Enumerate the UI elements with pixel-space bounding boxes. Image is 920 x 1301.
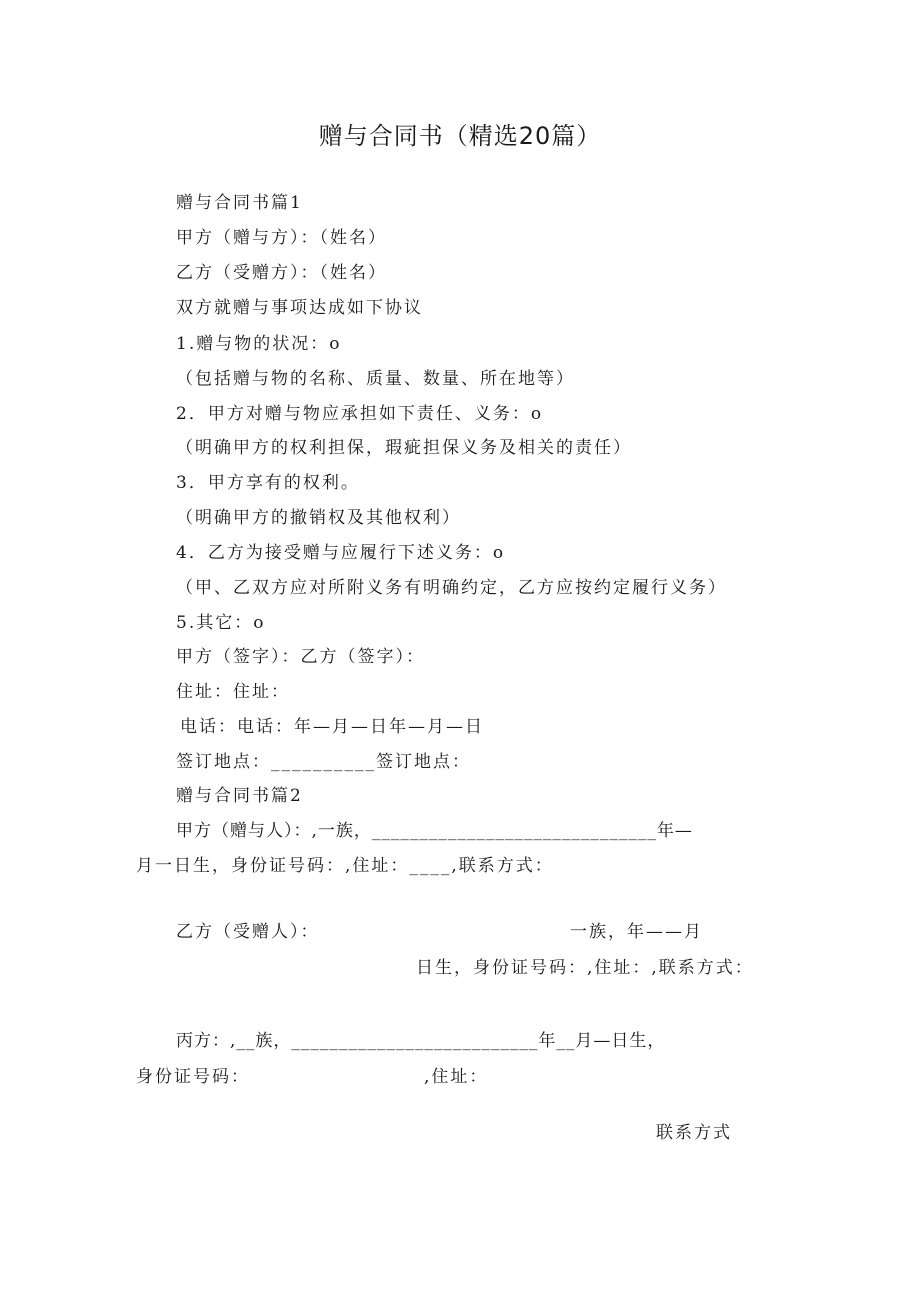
clause-2-note: （明确甲方的权利担保，瑕疵担保义务及相关的责任） (176, 438, 632, 458)
clause-2: 2．甲方对赠与物应承担如下责任、义务：o (176, 404, 544, 424)
phone-date-line: 电话：电话：年—月—日年—月—日 (180, 717, 484, 737)
contact-label: 联系方式 (656, 1123, 732, 1143)
address-line: 住址：住址： (176, 682, 290, 702)
clause-5: 5.其它：o (176, 613, 266, 633)
party-c-line: 丙方：,__族，__________________________年__月—日生， (176, 1031, 666, 1051)
clause-3-note: （明确甲方的撤销权及其他权利） (176, 508, 461, 528)
signature-line: 甲方（签字）：乙方（签字）： (176, 647, 425, 667)
party-b-donee-line-cont: 日生，身份证号码：,住址：,联系方式： (416, 958, 754, 978)
party-a-donor-line: 甲方（赠与人）：,一族，______________________________年— (176, 821, 693, 841)
party-a-line: 甲方（赠与方）：（姓名） (176, 228, 387, 248)
party-b-line: 乙方（受赠方）：（姓名） (176, 263, 387, 283)
clause-1-note: （包括赠与物的名称、质量、数量、所在地等） (176, 369, 575, 389)
agreement-intro: 双方就赠与事项达成如下协议 (176, 298, 423, 318)
clause-3: 3．甲方享有的权利。 (176, 473, 360, 493)
clause-4: 4．乙方为接受赠与应履行下述义务：o (176, 543, 506, 563)
clause-1: 1.赠与物的状况：o (176, 334, 342, 354)
document-title: 赠与合同书（精选20篇） (318, 122, 602, 150)
clause-4-note: （甲、乙双方应对所附义务有明确约定，乙方应按约定履行义务） (176, 578, 727, 598)
party-c-address-label: ,住址： (424, 1067, 489, 1087)
section-heading-2: 赠与合同书篇2 (176, 786, 303, 806)
signing-place-line: 签订地点：__________签订地点： (176, 752, 471, 772)
party-c-id-label: 身份证号码： (136, 1067, 250, 1087)
party-b-donee-label: 乙方（受赠人）： (176, 922, 320, 942)
party-b-donee-ethnicity: 一族，年——月 (570, 922, 703, 942)
party-a-donor-line-cont: 月一日生，身份证号码：,住址：____,联系方式： (136, 856, 554, 876)
section-heading-1: 赠与合同书篇1 (176, 193, 303, 213)
